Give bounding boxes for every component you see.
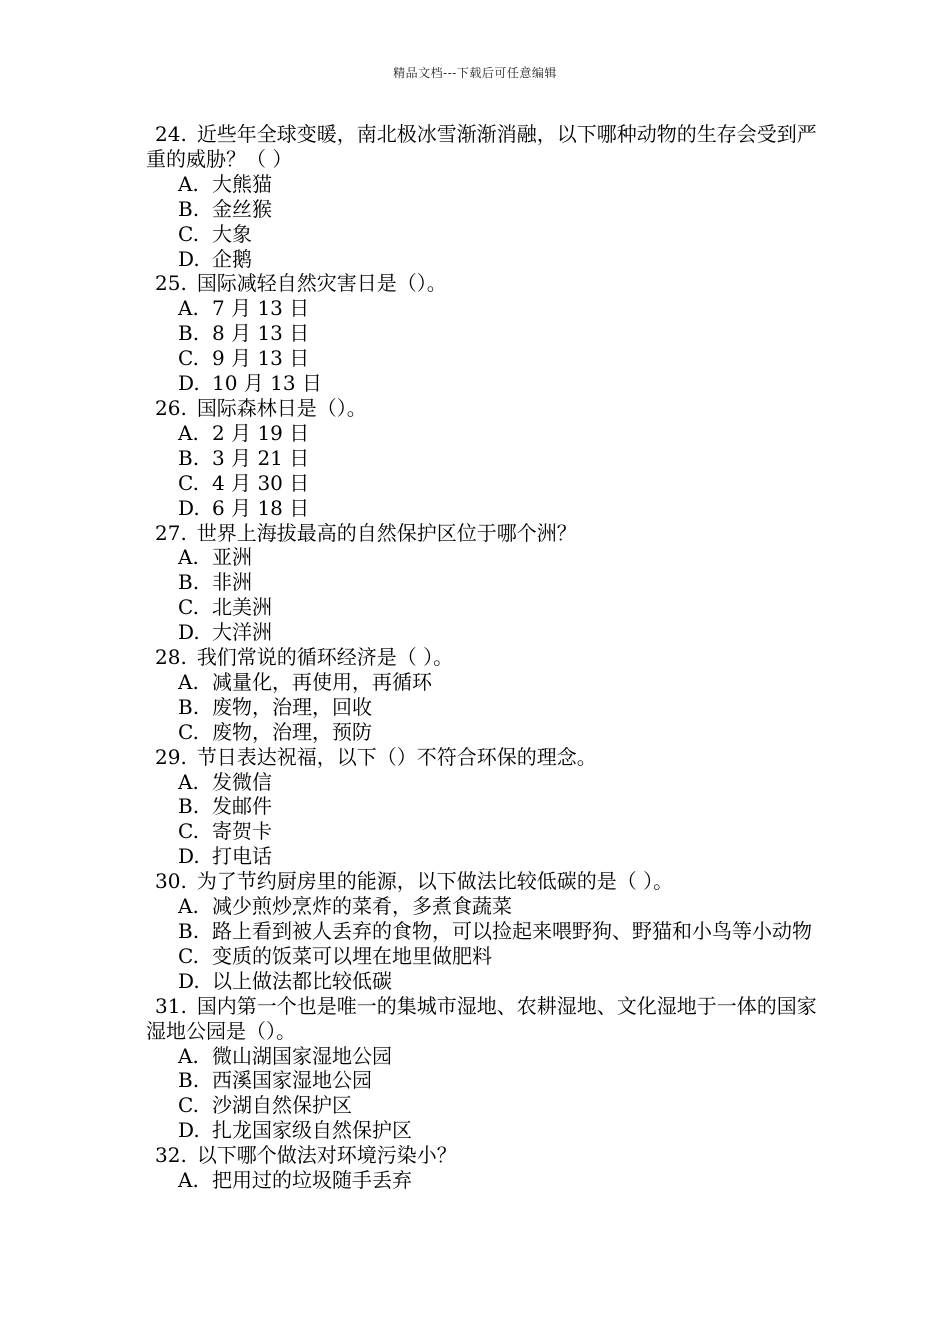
option-text: 6 月 18 日	[212, 495, 310, 520]
option-letter: B.	[178, 919, 200, 943]
answer-option	[146, 222, 826, 247]
option-letter: C.	[178, 221, 199, 246]
answer-option	[146, 695, 826, 720]
option-letter: D.	[178, 495, 200, 520]
option-text: 微山湖国家湿地公园	[212, 1043, 392, 1068]
option-text: 企鹅	[212, 246, 252, 271]
answer-option	[146, 720, 826, 745]
answer-option	[146, 421, 826, 446]
answer-option	[146, 172, 826, 197]
answer-option	[146, 247, 826, 272]
option-text: 10 月 13 日	[212, 371, 322, 396]
option-text: 减量化，再使用，再循环	[212, 669, 432, 694]
option-text: 4 月 30 日	[212, 470, 310, 495]
option-letter: B.	[178, 694, 200, 719]
option-text: 发微信	[212, 769, 272, 794]
answer-option	[146, 1044, 826, 1069]
option-text: 把用过的垃圾随手丢弃	[212, 1168, 412, 1193]
option-letter: A.	[178, 420, 199, 445]
answer-option	[146, 296, 826, 321]
question-number: 29.	[155, 744, 187, 769]
answer-option	[146, 321, 826, 346]
question-number: 26.	[155, 395, 187, 420]
question-text: 国际森林日是（）。	[196, 395, 367, 420]
option-text: 3 月 21 日	[212, 445, 310, 470]
option-text: 发邮件	[212, 794, 272, 819]
option-text: 北美洲	[212, 595, 272, 620]
option-letter: C.	[178, 470, 199, 495]
answer-option	[146, 197, 826, 222]
question-number: 31.	[155, 993, 187, 1018]
answer-option	[146, 1093, 826, 1118]
answer-option	[146, 620, 826, 645]
question-29	[146, 745, 826, 770]
option-text: 沙湖自然保护区	[212, 1093, 352, 1118]
question-32	[146, 1143, 826, 1168]
option-text: 变质的饭菜可以埋在地里做肥料	[212, 943, 492, 968]
page-header: 精品文档---下载后可任意编辑	[393, 66, 557, 80]
answer-option	[146, 1068, 826, 1093]
option-letter: B.	[178, 570, 200, 595]
option-letter: A.	[178, 669, 199, 694]
option-letter: A.	[178, 545, 199, 570]
answer-option	[146, 471, 826, 496]
option-letter: C.	[178, 943, 199, 968]
option-text: 废物，治理，预防	[212, 719, 372, 744]
option-letter: C.	[178, 346, 199, 371]
option-letter: D.	[178, 844, 200, 869]
option-text: 废物，治理，回收	[212, 694, 372, 719]
question-text: 节日表达祝福，以下（）不符合环保的理念。	[196, 744, 597, 769]
option-text: 打电话	[212, 844, 272, 869]
option-letter: B.	[178, 196, 200, 221]
option-letter: A.	[178, 1168, 199, 1193]
answer-option	[146, 371, 826, 396]
question-number: 24.	[155, 122, 187, 146]
question-number: 27.	[155, 520, 187, 545]
option-text: 西溪国家湿地公园	[212, 1068, 372, 1093]
option-letter: B.	[178, 1068, 200, 1093]
question-28	[146, 645, 826, 670]
option-text: 金丝猴	[212, 196, 272, 221]
answer-option	[146, 969, 826, 994]
question-31	[146, 994, 826, 1044]
option-text: 大象	[212, 221, 252, 246]
option-letter: A.	[178, 769, 199, 794]
answer-option	[146, 595, 826, 620]
answer-option	[146, 944, 826, 969]
question-27	[146, 521, 826, 546]
answer-option	[146, 545, 826, 570]
option-letter: D.	[178, 371, 200, 396]
option-text: 亚洲	[212, 545, 252, 570]
answer-option	[146, 1168, 826, 1193]
option-text: 大熊猫	[212, 171, 272, 196]
option-letter: A.	[178, 1043, 199, 1068]
option-text: 大洋洲	[212, 620, 272, 645]
option-text: 2 月 19 日	[212, 420, 310, 445]
option-text: 7 月 13 日	[212, 296, 310, 321]
answer-option	[146, 496, 826, 521]
question-number: 30.	[155, 869, 187, 894]
option-letter: A.	[178, 894, 199, 919]
option-text: 8 月 13 日	[212, 321, 310, 346]
option-text: 以上做法都比较低碳	[212, 968, 392, 993]
option-letter: A.	[178, 171, 199, 196]
option-text: 9 月 13 日	[212, 346, 310, 371]
question-list	[146, 122, 826, 1193]
option-letter: B.	[178, 445, 200, 470]
option-letter: A.	[178, 296, 199, 321]
answer-option	[146, 770, 826, 795]
answer-option	[146, 794, 826, 819]
question-text: 国内第一个也是唯一的集城市湿地、农耕湿地、文化湿地于一体的国家湿地公园是（）。	[146, 993, 817, 1043]
question-text: 以下哪个做法对环境污染小？	[196, 1143, 457, 1168]
option-letter: B.	[178, 794, 200, 819]
option-letter: D.	[178, 246, 200, 271]
answer-option	[146, 919, 826, 944]
answer-option	[146, 446, 826, 471]
option-text: 路上看到被人丢弃的食物，可以捡起来喂野狗、野猫和小鸟等小动物	[212, 919, 812, 943]
question-text: 国际减轻自然灾害日是（）。	[196, 271, 447, 296]
question-25	[146, 271, 826, 296]
question-24	[146, 122, 826, 172]
option-letter: C.	[178, 719, 199, 744]
answer-option	[146, 1118, 826, 1143]
option-letter: D.	[178, 620, 200, 645]
option-text: 非洲	[212, 570, 252, 595]
question-30	[146, 869, 826, 894]
answer-option	[146, 670, 826, 695]
question-number: 28.	[155, 645, 187, 670]
answer-option	[146, 894, 826, 919]
option-letter: B.	[178, 321, 200, 346]
question-number: 32.	[155, 1143, 187, 1168]
question-text: 我们常说的循环经济是（ ）。	[196, 645, 454, 670]
answer-option	[146, 346, 826, 371]
option-letter: D.	[178, 1118, 200, 1143]
option-letter: C.	[178, 1093, 199, 1118]
option-text: 寄贺卡	[212, 819, 272, 844]
option-text: 扎龙国家级自然保护区	[212, 1118, 412, 1143]
question-text: 为了节约厨房里的能源，以下做法比较低碳的是（ ）。	[196, 869, 674, 894]
answer-option	[146, 844, 826, 869]
question-text: 世界上海拔最高的自然保护区位于哪个洲？	[196, 520, 577, 545]
answer-option	[146, 819, 826, 844]
question-text: 近些年全球变暖，南北极冰雪渐渐消融，以下哪种动物的生存会受到严重的威胁？（ ）	[146, 122, 817, 171]
option-text: 减少煎炒烹炸的菜肴，多煮食蔬菜	[212, 894, 512, 919]
question-number: 25.	[155, 271, 187, 296]
option-letter: C.	[178, 819, 199, 844]
option-letter: D.	[178, 968, 200, 993]
option-letter: C.	[178, 595, 199, 620]
answer-option	[146, 570, 826, 595]
question-26	[146, 396, 826, 421]
